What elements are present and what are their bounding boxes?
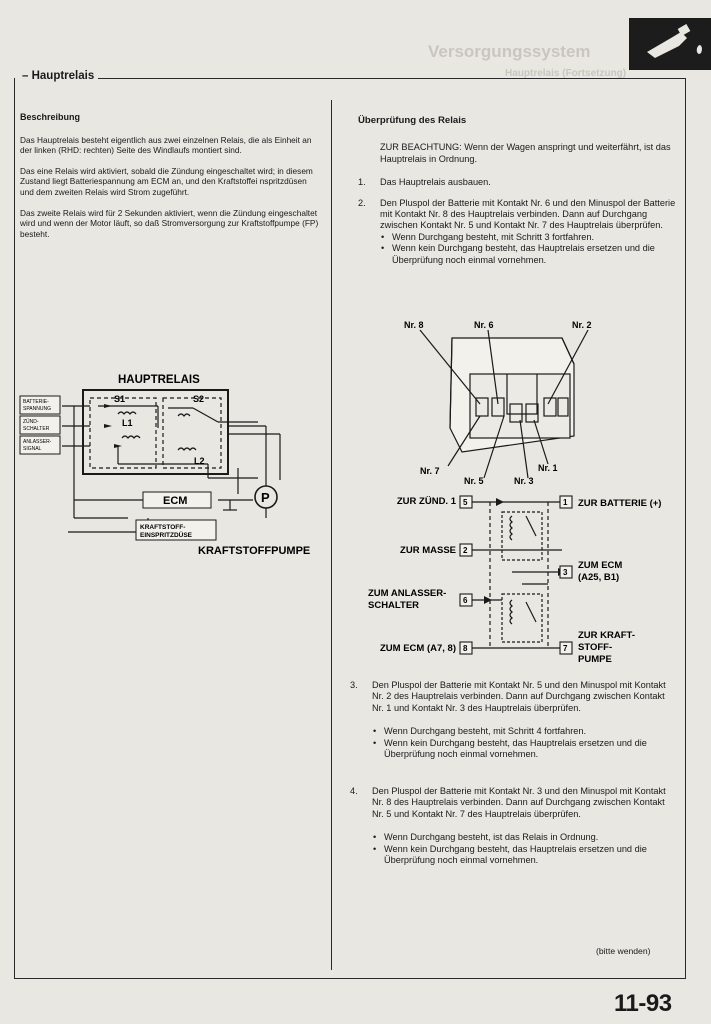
test-step: [350, 786, 676, 875]
switch-s2-label: S2: [193, 394, 205, 404]
bullet-item: • Wenn kein Durchgang besteht, das Hauptrelais ersetzen und die Überprüfung noch einmal vornehmen.: [380, 243, 676, 266]
ghost-title: Versorgungssystem: [428, 42, 591, 61]
relay-pin-diagram: [352, 316, 682, 676]
pin-label-nr5: Nr. 5: [464, 476, 484, 486]
test-step: [358, 177, 676, 188]
description-paragraph: Das eine Relais wird aktiviert, sobald die Zündung eingeschaltet wird; in diesem Zustand liegt Batteriespannung am ECM an, und den Kraftstoffei nspritzdüsen und dem zweiten Relais wird Strom zugeführt.: [20, 165, 313, 197]
pin-label-nr7: Nr. 7: [420, 466, 440, 476]
label-fuel-pump: ZUR KRAFT-: [578, 630, 635, 641]
coil-l2-label: L2: [194, 456, 205, 466]
description-paragraph: Das Hauptrelais besteht eigentlich aus zwei einzelnen Relais, die als Einheit an der linken (RHD: rechten) Seite des Windlaufs montiert sind.: [20, 134, 312, 156]
main-relay-title: HAUPTRELAIS: [118, 374, 200, 386]
bullet-item: • Wenn Durchgang besteht, mit Schritt 4 fortfahren.: [372, 726, 676, 737]
fuel-pump-nozzle-icon: [629, 18, 711, 70]
ignition-label: ZÜND-: [23, 419, 39, 425]
pin-label-nr6: Nr. 6: [474, 320, 494, 330]
relay-test-column: [358, 115, 676, 275]
bullet-item: • Wenn Durchgang besteht, mit Schritt 3 fortfahren.: [380, 232, 676, 243]
switch-s1-label: S1: [114, 394, 126, 404]
step-text: Den Pluspol der Batterie mit Kontakt Nr. 6 und den Minuspol der Batterie mit Kontakt Nr. 8 des Hauptrelais verbinden. Dann auf Durchgang zwischen Kontakt Nr. 5 und Kontakt Nr. 7 des Hauptrelais überprüfen.: [380, 197, 676, 231]
step-number: 1.: [358, 177, 366, 188]
label-battery: ZUR BATTERIE (+): [578, 498, 662, 509]
main-relay-circuit-diagram: [18, 368, 318, 568]
pin-label-nr2: Nr. 2: [572, 320, 592, 330]
pin-label-nr3: Nr. 3: [514, 476, 534, 486]
bullet-item: • Wenn kein Durchgang besteht, das Hauptrelais ersetzen und die Überprüfung noch einmal vornehmen.: [372, 844, 676, 867]
page-number: 11-93: [614, 990, 672, 1017]
section-tab: [629, 18, 711, 70]
terminal-3: 3: [563, 568, 568, 577]
label-ecm-a7: ZUM ECM (A7, 8): [380, 643, 456, 654]
step-number: 3.: [350, 680, 358, 690]
step-bullets: [372, 832, 676, 866]
label-fuel-pump: PUMPE: [578, 654, 612, 665]
label-ignition: ZUR ZÜND. 1: [396, 496, 456, 507]
test-step: [350, 680, 676, 769]
terminal-1: 1: [563, 498, 568, 507]
label-fuel-pump: STOFF-: [578, 642, 613, 653]
fuel-pump-label: KRAFTSTOFFPUMPE: [198, 545, 311, 557]
terminal-7: 7: [563, 644, 568, 653]
starter-label: SIGNAL: [23, 446, 42, 452]
step-number: 4.: [350, 786, 358, 796]
step-number: 2.: [358, 197, 366, 208]
description-heading: Beschreibung: [20, 112, 81, 122]
step-text: Den Pluspol der Batterie mit Kontakt Nr. 5 und den Minuspol mit Kontakt Nr. 2 des Hauptrelais verbinden. Dann auf Durchgang zwischen Kontakt Nr. 1 und Kontakt Nr. 3 des Hauptrelais überprüfen.: [372, 680, 666, 713]
bullet-item: • Wenn kein Durchgang besteht, das Hauptrelais ersetzen und die Überprüfung noch einmal vornehmen.: [372, 738, 676, 761]
test-step: [358, 198, 676, 266]
column-divider: [331, 100, 332, 970]
terminal-2: 2: [463, 546, 468, 555]
description-paragraph: Das zweite Relais wird für 2 Sekunden aktiviert, wenn die Zündung eingeschaltet wird und wenn der Motor läuft, so daß Stromversorgung zur Kraftstoffpumpe (FP) besteht.: [20, 207, 319, 239]
battery-label: SPANNUNG: [23, 406, 51, 412]
bullet-item: • Wenn Durchgang besteht, ist das Relais in Ordnung.: [372, 832, 676, 843]
label-ecm-a25: ZUM ECM: [578, 560, 623, 571]
coil-l1-label: L1: [122, 418, 133, 428]
starter-label: ANLASSER-: [23, 439, 52, 445]
injector-label: EINSPRITZDÜSE: [140, 532, 193, 539]
step-text: Das Hauptrelais ausbauen.: [380, 177, 491, 188]
injector-label: KRAFTSTOFF-: [140, 524, 186, 531]
label-ecm-a25: (A25, B1): [578, 572, 620, 583]
ecm-box-label: ECM: [163, 495, 188, 507]
ghost-subtitle: Hauptrelais (Fortsetzung): [505, 68, 627, 79]
description-column: [20, 112, 320, 249]
note-text: ZUR BEACHTUNG: Wenn der Wagen anspringt und weiterfährt, ist das Hauptrelais in Ordnung.: [380, 142, 671, 164]
section-title: – Hauptrelais: [18, 70, 98, 82]
pin-label-nr8: Nr. 8: [404, 320, 424, 330]
ignition-label: SCHALTER: [23, 426, 50, 432]
terminal-5: 5: [463, 498, 468, 507]
step-bullets: [380, 232, 676, 266]
continue-note: (bitte wenden): [596, 946, 651, 956]
step-bullets: [372, 726, 676, 760]
terminal-8: 8: [463, 644, 468, 653]
label-starter: SCHALTER: [368, 600, 420, 611]
section-title-text: Hauptrelais: [31, 70, 95, 82]
terminal-6: 6: [463, 596, 468, 605]
battery-label: BATTERIE-: [23, 399, 49, 405]
step-text: Den Pluspol der Batterie mit Kontakt Nr. 3 und den Minuspol mit Kontakt Nr. 8 des Hauptrelais verbinden. Dann auf Durchgang zwischen Kontakt Nr. 5 und Kontakt Nr. 7 des Hauptrelais überprüfen.: [372, 786, 666, 819]
pump-symbol: P: [261, 490, 270, 505]
pin-label-nr1: Nr. 1: [538, 463, 558, 473]
label-starter: ZUM ANLASSER-: [368, 588, 447, 599]
relay-test-heading: Überprüfung des Relais: [358, 115, 467, 126]
label-ground: ZUR MASSE: [400, 545, 456, 556]
